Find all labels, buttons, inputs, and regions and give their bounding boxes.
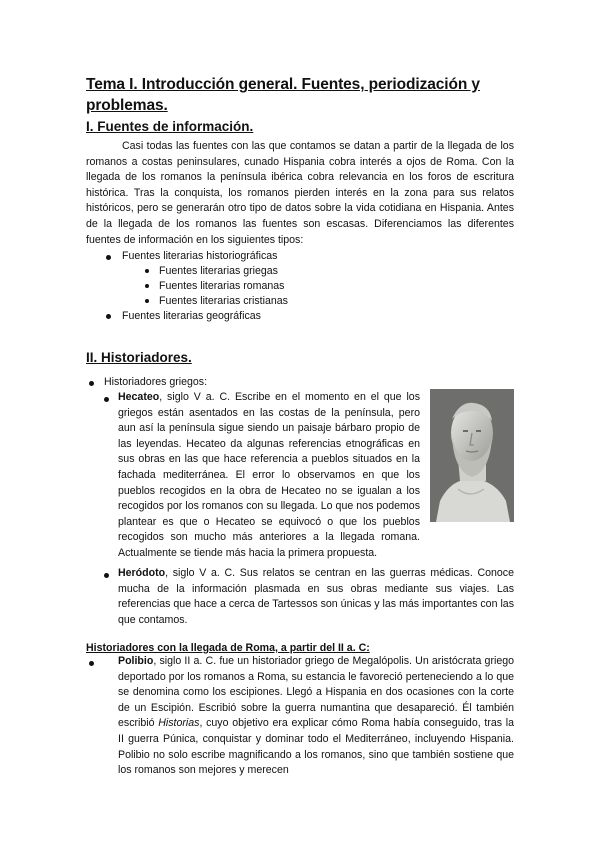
list-item: Fuentes literarias geográficas bbox=[122, 310, 261, 322]
bullet-icon bbox=[145, 299, 149, 303]
list-item: Fuentes literarias cristianas bbox=[159, 295, 288, 307]
herodoto-text: , siglo V a. C. Sus relatos se centran en las guerras médicas. Conoce mucha de la información plasmada en sus obras mediante sus viajes. Las referencias que hace a cerca de Tartessos son únicas y las más importantes con las que contamos. bbox=[118, 567, 514, 626]
polibio-name: Polibio bbox=[118, 655, 154, 667]
hecateo-text: , siglo V a. C. Escribe en el momento en el que los griegos están asentados en las costas de la península, pero aun así la península sigue siendo un paisaje bárbaro propio de las leyendas. Hecateo da algunas referencias etnográficas en sus obras en las que hace referencia a pueblos situados en la fachada mediterránea. El error lo observamos en que los pueblos recogidos en la obra de Hecateo no se igualan a los recogidos por los romanos con su llegada. Lo que nos podemos plantear es que o Hecateo se equivocó o que los pueblos recogidos son mucho más anteriores a la llegada romana. Actualmente se tiende más hacia la primera propuesta. bbox=[118, 391, 420, 559]
bullet-icon bbox=[145, 284, 149, 288]
greek-historians-label: Historiadores griegos: bbox=[104, 376, 208, 388]
section-heading-fuentes: I. Fuentes de información. bbox=[86, 119, 254, 134]
roman-historians-heading: Historiadores con la llegada de Roma, a partir del II a. C: bbox=[86, 642, 370, 654]
section-heading-historiadores: II. Historiadores. bbox=[86, 350, 192, 365]
polibio-italic-title: Historias bbox=[158, 717, 200, 730]
herodoto-name: Heródoto bbox=[118, 567, 166, 579]
bullet-icon bbox=[104, 573, 109, 578]
herodoto-entry bbox=[118, 566, 514, 628]
polibio-text-a: , siglo II a. C. fue un historiador griego de Megalópolis. Un aristócrata griego deportado por los romanos a Roma, su estancia le favoreció perteneciendo a lo que se denomina como los escipiones. Llegó a Hispania en dos ocasiones con la corte de un Escipión. Escribió sobre la guerra numantina que desapareció. Él también escribió bbox=[118, 655, 514, 730]
bullet-icon bbox=[104, 397, 109, 402]
bullet-icon bbox=[89, 381, 94, 386]
list-item: Fuentes literarias romanas bbox=[159, 280, 285, 292]
bullet-icon bbox=[106, 314, 111, 319]
list-item: Fuentes literarias historiográficas bbox=[122, 250, 278, 262]
page-title: Tema I. Introducción general. Fuentes, periodización y problemas. bbox=[86, 76, 480, 114]
bullet-icon bbox=[106, 255, 111, 260]
intro-paragraph: Casi todas las fuentes con las que contamos se datan a partir de la llegada de los romanos a costas peninsulares, cunado Hispania cobra interés a ojos de Roma. Con la llegada de los romanos la península ibérica cobra relevancia en los foros de escritura histórica. Tras la conquista, los romanos pierden interés en la zona para sus relatos históricos, pero se generarán otro tipo de datos sobre la vida cotidiana en Hispania. Antes de la llegada de los romanos las fuentes son escasas. Diferenciamos las diferentes fuentes de información en los siguientes tipos: bbox=[86, 140, 514, 246]
bullet-icon bbox=[89, 661, 94, 666]
aristotle-bust-image bbox=[430, 389, 514, 522]
polibio-entry bbox=[118, 654, 514, 779]
hecateo-entry bbox=[118, 390, 420, 562]
polibio-text-b: , cuyo objetivo era explicar cómo Roma había conseguido, tras la II guerra Púnica, conquistar y dominar todo el Mediterráneo, incluyendo Hispania. Polibio no solo escribe magnificando a los romanos, sino que también sostiene que los romanos son mejores y merecen bbox=[118, 717, 515, 777]
hecateo-name: Hecateo bbox=[118, 391, 160, 403]
list-item: Fuentes literarias griegas bbox=[159, 265, 278, 277]
bullet-icon bbox=[145, 269, 149, 273]
